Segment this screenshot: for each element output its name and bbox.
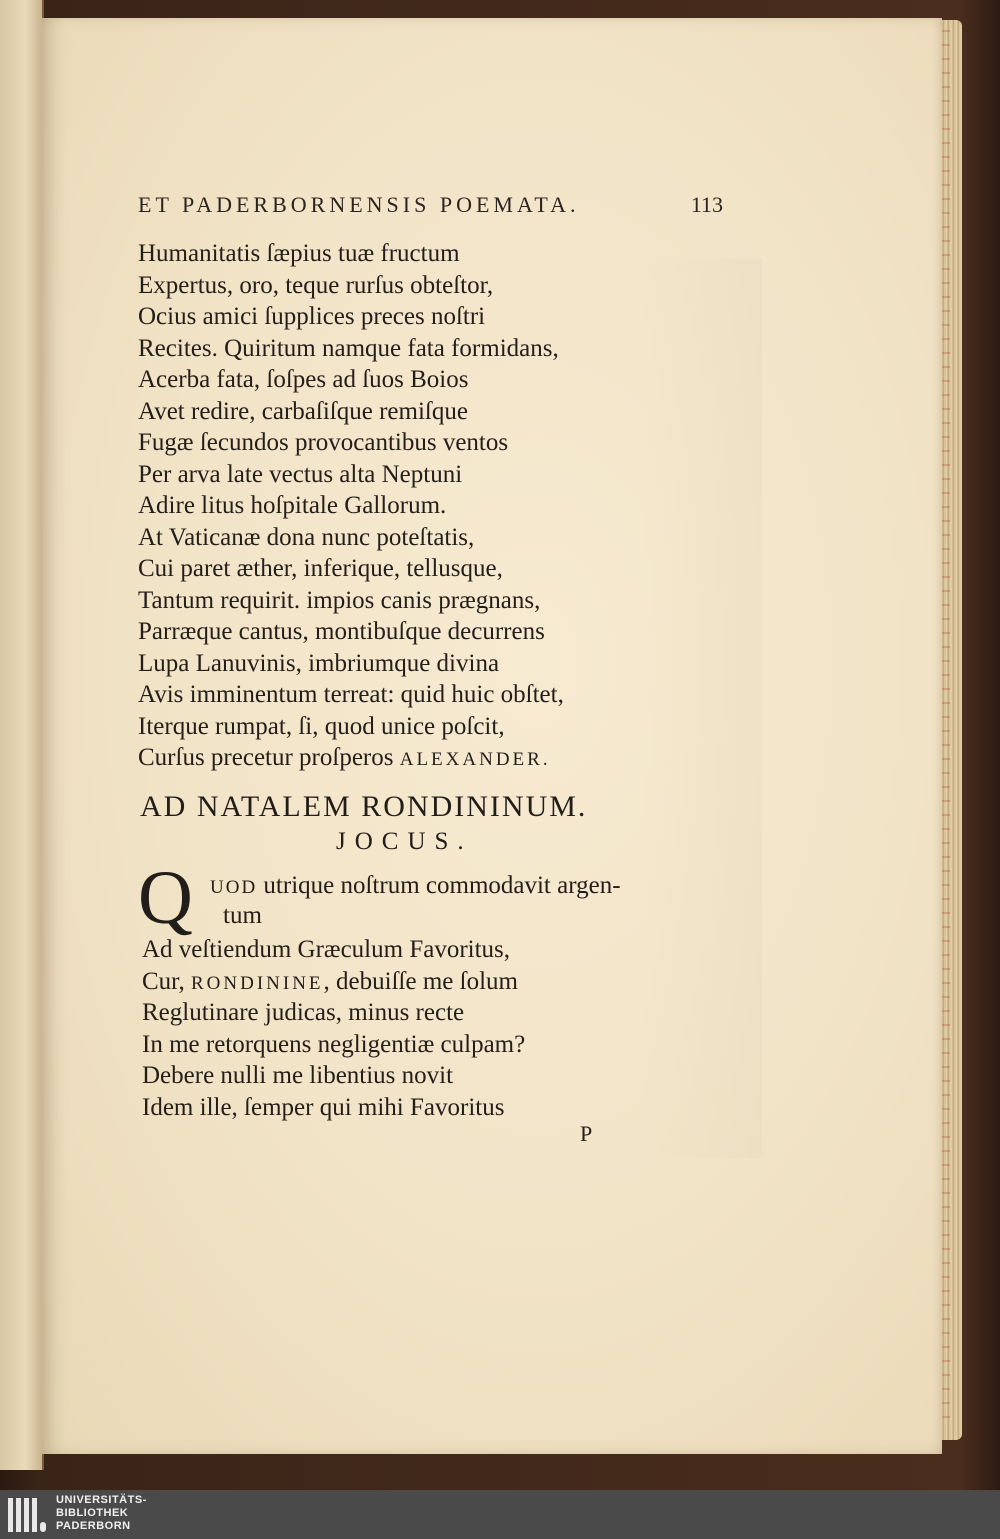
poem-line: Tantum requirit. impios canis prægnans,: [138, 586, 541, 614]
author-name: ALEXANDER.: [399, 749, 551, 770]
poem-line: Iterque rumpat, ſi, quod unice poſcit,: [138, 712, 505, 740]
poem-line: In me retorquens negligentiæ culpam?: [142, 1030, 526, 1058]
poem-line: Avet redire, carbaſiſque remiſque: [138, 397, 468, 425]
first-line-rest: utrique noſtrum commodavit argen-: [257, 872, 621, 899]
poem-line: Reglutinare judicas, minus recte: [142, 999, 465, 1026]
poem-line: Ad veſtiendum Græculum Favoritus,: [142, 936, 511, 963]
poem-line: Adire litus hoſpitale Gallorum.: [138, 492, 447, 519]
line-prefix: Cur,: [142, 967, 191, 995]
poem-line: Humanitatis ſæpius tuæ fructum: [138, 240, 460, 267]
poem-2: [142, 934, 702, 1123]
drop-cap: Q: [138, 856, 193, 940]
first-word: UOD: [210, 877, 258, 898]
page-number: 113: [690, 192, 723, 217]
poem-1: [138, 238, 698, 774]
poem-line: Acerba fata, ſoſpes ad ſuos Boios: [138, 366, 469, 393]
poem-first-line: [210, 872, 621, 900]
section-title: AD NATALEM RONDININUM.: [140, 790, 588, 823]
logo-line: PADERBORN: [56, 1520, 131, 1532]
poem-last-line: [138, 742, 698, 774]
signature-mark: P: [580, 1121, 593, 1146]
poem-line: Expertus, oro, teque rurſus obteſtor,: [138, 271, 494, 299]
poem-line: At Vaticanæ dona nunc poteſtatis,: [138, 523, 475, 551]
poem-line: Cui paret æther, inferique, tellusque,: [138, 555, 503, 582]
poem-line: Fugæ ſecundos provocantibus ventos: [138, 429, 509, 456]
poem-line: Per arva late vectus alta Neptuni: [138, 460, 463, 488]
library-footer: [0, 1490, 1000, 1539]
last-line-text: Curſus precetur proſperos: [138, 744, 400, 771]
poem-line: Recites. Quiritum namque fata formidans,: [138, 334, 559, 362]
poem-line: Parræque cantus, montibuſque decurrens: [138, 618, 545, 645]
library-logo-icon: [8, 1498, 48, 1532]
logo-line: UNIVERSITÄTS-: [56, 1494, 147, 1506]
poem-line: Debere nulli me libentius novit: [142, 1062, 454, 1089]
facing-page-edge: [0, 0, 44, 1470]
addressee-name: RONDININE: [191, 972, 324, 994]
poem-line: Ocius amici ſupplices preces noſtri: [138, 303, 486, 330]
logo-line: BIBLIOTHEK: [56, 1507, 129, 1519]
library-logo-text: [56, 1494, 147, 1533]
section-subtitle: JOCUS.: [336, 828, 473, 855]
running-head: [138, 192, 723, 218]
poem-line: Avis imminentum terreat: quid huic obſtet,: [138, 681, 564, 708]
poem-line: [142, 966, 702, 998]
turnover-word: tum: [223, 902, 262, 929]
running-head-text: ET PADERBORNENSIS POEMATA.: [138, 192, 580, 217]
line-suffix: , debuiſſe me ſolum: [323, 967, 518, 995]
poem-line: Idem ille, ſemper qui mihi Favoritus: [142, 1093, 505, 1121]
poem-line: Lupa Lanuvinis, imbriumque divina: [138, 649, 500, 677]
